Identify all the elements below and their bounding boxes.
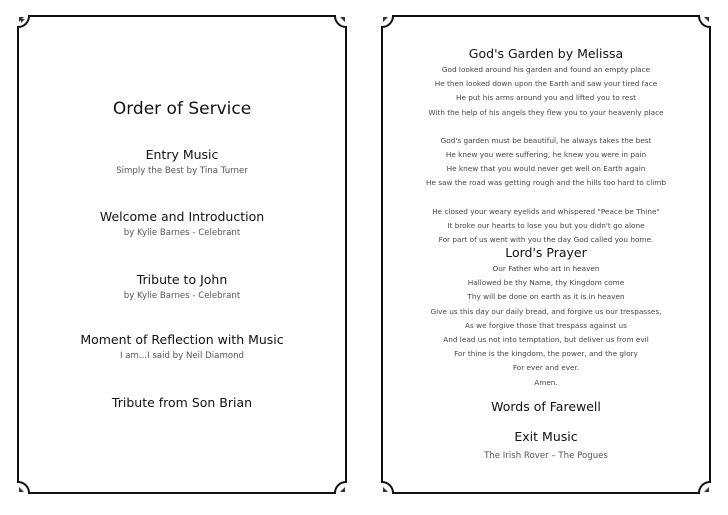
corner-ornament-icon [704, 487, 709, 492]
corner-ornament-icon [19, 487, 24, 492]
service-item-reflection [18, 332, 346, 361]
corner-ornament-icon [383, 487, 388, 492]
page-title: Order of Service [112, 99, 252, 119]
service-item-heading: Tribute to John [136, 272, 228, 287]
service-item-tribute-brian [18, 395, 346, 410]
exit-music-detail: The Irish Rover – The Pogues [484, 451, 608, 461]
service-item-welcome [18, 209, 346, 238]
decorative-frame-left [18, 16, 346, 493]
farewell-section [382, 399, 710, 414]
exit-music-title: Exit Music [514, 429, 578, 444]
service-item-detail: Simply the Best by Tina Turner [116, 166, 248, 176]
prayer-section: Lord's Prayer Our Father who art in heaven Hallowed be thy Name, thy Kingdom come Thy will be done on earth as it is in heaven Give us this day our daily bread, and forgive us our trespasses, As we forgive those that trespass against us And lead us not into temptation, but deliver us from evil For thine is the kingdom, the power, and the glory For ever and ever. Amen. [382, 245, 710, 390]
corner-ornament-icon [340, 17, 345, 22]
service-item-heading: Moment of Reflection with Music [80, 332, 284, 347]
prayer-title: Lord's Prayer [505, 245, 587, 260]
service-item-entry-music [18, 147, 346, 176]
corner-ornament-icon [340, 487, 345, 492]
left-page [18, 16, 346, 493]
corner-ornament-icon [19, 17, 25, 23]
poem-stanza: God's garden must be beautiful, he always takes the best He knew you were suffering, he knew you were in pain He knew that you would never get well on Earth again He saw the road was getting rough and the hills too hard to climb [425, 135, 667, 188]
service-item-heading: Tribute from Son Brian [111, 395, 253, 410]
right-page [382, 16, 710, 493]
poem-stanza: God looked around his garden and found an empty place He then looked down upon the Earth and saw your tired face He put his arms around you and lifted you to rest With the help of his angels they flew you to your heavenly place [428, 65, 664, 117]
exit-music-section [382, 429, 710, 461]
poem-section [382, 46, 710, 247]
corner-ornament-icon [383, 17, 388, 22]
service-item-detail: by Kylie Barnes - Celebrant [123, 291, 241, 301]
poem-title: God's Garden by Melissa [468, 46, 624, 61]
farewell-title: Words of Farewell [491, 399, 601, 414]
service-item-heading: Welcome and Introduction [99, 209, 265, 224]
corner-ornament-icon [704, 17, 709, 22]
service-item-detail: I am...I said by Neil Diamond [120, 351, 244, 361]
service-item-tribute-john [18, 272, 346, 301]
poem-stanza: He closed your weary eyelids and whispered "Peace be Thine" It broke our hearts to lose you but you didn't go alone For part of us went with you the day God called you home. [432, 206, 660, 245]
service-item-heading: Entry Music [145, 147, 219, 162]
service-item-detail: by Kylie Barnes - Celebrant [123, 228, 241, 238]
